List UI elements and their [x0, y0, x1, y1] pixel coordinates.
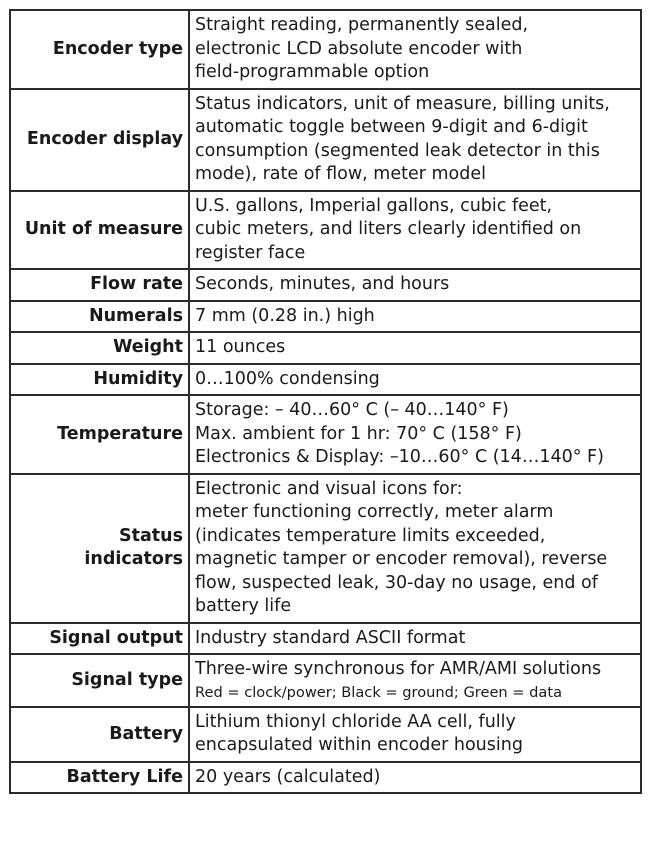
value-line: Max. ambient for 1 hr: 70° C (158° F) — [195, 423, 522, 444]
label-line: Numerals — [88, 305, 183, 326]
row-value — [189, 707, 641, 762]
label-line: Signal type — [71, 669, 183, 690]
table-row — [10, 707, 641, 762]
table-row — [10, 654, 641, 707]
row-value — [189, 364, 641, 396]
row-value — [189, 191, 641, 270]
value-line: Industry standard ASCII format — [195, 627, 466, 648]
row-value — [189, 623, 641, 655]
value-line: encapsulated within encoder housing — [195, 735, 523, 755]
label-line: Flow rate — [90, 274, 183, 295]
value-line: automatic toggle between 9-digit and 6-digit — [195, 117, 588, 137]
row-label — [10, 474, 189, 623]
label-line: Encoder type — [52, 38, 183, 59]
value-line: 11 ounces — [195, 337, 286, 357]
table-row — [10, 762, 641, 794]
value-line: 0…100% condensing — [195, 368, 380, 389]
row-label — [10, 654, 189, 707]
row-label — [10, 269, 189, 301]
value-line: Three-wire synchronous for AMR/AMI solutions — [195, 659, 602, 679]
row-label — [10, 395, 189, 474]
table-row — [10, 191, 641, 270]
value-line: meter functioning correctly, meter alarm — [195, 502, 554, 522]
table-row — [10, 269, 641, 301]
value-line: Status indicators, unit of measure, billing units, — [195, 93, 610, 114]
table-row — [10, 395, 641, 474]
label-line: Status — [118, 526, 183, 546]
row-value — [189, 89, 641, 191]
row-value — [189, 762, 641, 794]
value-note: Red = clock/power; Black = ground; Green = data — [195, 683, 563, 701]
value-line: Seconds, minutes, and hours — [195, 274, 450, 294]
value-line: (indicates temperature limits exceeded, — [195, 525, 546, 546]
label-line: Encoder display — [26, 129, 183, 149]
label-line: Signal output — [49, 627, 183, 648]
row-value — [189, 332, 641, 364]
value-line: 20 years (calculated) — [195, 766, 381, 787]
specifications-body — [10, 10, 641, 793]
row-label — [10, 89, 189, 191]
row-label — [10, 623, 189, 655]
value-line: Lithium thionyl chloride AA cell, fully — [195, 711, 516, 732]
value-line: flow, suspected leak, 30-day no usage, end of — [195, 572, 598, 593]
row-label — [10, 191, 189, 270]
row-label — [10, 364, 189, 396]
table-row — [10, 364, 641, 396]
value-line: Electronic and visual icons for: — [195, 478, 463, 499]
table-row — [10, 301, 641, 333]
label-line: Temperature — [57, 423, 183, 444]
table-row — [10, 89, 641, 191]
value-line: Electronics & Display: –10…60° C (14…140° F) — [195, 447, 604, 467]
row-label — [10, 301, 189, 333]
row-value — [189, 301, 641, 333]
value-line: 7 mm (0.28 in.) high — [195, 305, 375, 326]
row-value — [189, 395, 641, 474]
label-line: Weight — [113, 337, 183, 358]
value-line: consumption (segmented leak detector in this — [195, 140, 600, 161]
value-line: U.S. gallons, Imperial gallons, cubic feet, — [195, 195, 553, 216]
value-line: mode), rate of flow, meter model — [195, 164, 486, 184]
value-line: field-programmable option — [195, 62, 430, 82]
row-label — [10, 707, 189, 762]
value-line: Storage: – 40…60° C (– 40…140° F) — [195, 400, 509, 420]
row-value — [189, 474, 641, 623]
value-line: battery life — [195, 596, 292, 616]
row-value — [189, 269, 641, 301]
table-row — [10, 332, 641, 364]
label-line: indicators — [84, 549, 183, 569]
value-line: cubic meters, and liters clearly identified on — [195, 219, 582, 239]
row-label — [10, 332, 189, 364]
value-line: register face — [195, 242, 306, 263]
row-label — [10, 10, 189, 89]
table-row — [10, 623, 641, 655]
row-label — [10, 762, 189, 794]
label-line: Unit of measure — [24, 219, 183, 240]
value-line: Straight reading, permanently sealed, — [195, 15, 529, 35]
label-line: Battery Life — [66, 766, 183, 787]
specifications-table — [9, 9, 642, 794]
value-line: electronic LCD absolute encoder with — [195, 38, 523, 59]
row-value — [189, 654, 641, 707]
value-line: magnetic tamper or encoder removal), reverse — [195, 549, 608, 569]
label-line: Humidity — [93, 368, 183, 389]
row-value — [189, 10, 641, 89]
table-row — [10, 10, 641, 89]
label-line: Battery — [109, 723, 183, 744]
table-row — [10, 474, 641, 623]
